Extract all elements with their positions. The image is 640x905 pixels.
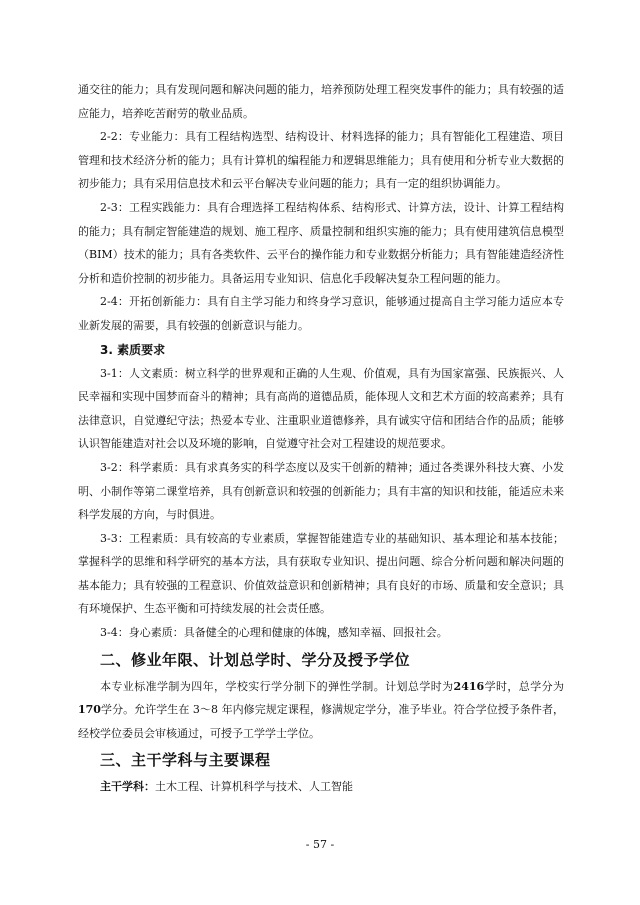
para-3-4: 3-4：身心素质：具备健全的心理和健康的体魄，感知幸福、回报社会。: [100, 626, 448, 640]
para-2-3: 2-3：工程实践能力：具有合理选择工程结构体系、结构形式、计算方法，设计、计算工程结构的能力；具有制定智能建造的规划、施工程序、质量控制和组织实施的能力；具有使用建筑信息模型（BIM）技术的能力；具有各类软件、云平台的操作能力和专业数据分析能力；具有智能建造经济性分析和造价控制的初步能力。具备运用专业知识、信息化手段解决复杂工程问题的能力。: [78, 200, 564, 285]
para-main-disciplines: [78, 775, 564, 799]
para-3-2: 3-2：科学素质：具有求真务实的科学态度以及实干创新的精神；通过各类课外科技大赛、小发明、小制作等第二课堂培养，具有创新意识和较强的创新能力；具有丰富的知识和技能，能适应未来科学发展的方向，与时俱进。: [78, 460, 564, 522]
para-2-2: 2-2：专业能力：具有工程结构选型、结构设计、材料选择的能力；具有智能化工程建造、项目管理和技术经济分析的能力；具有计算机的编程能力和逻辑思维能力；具有使用和分析专业大数据的初步能力；具有采用信息技术和云平台解决专业问题的能力；具有一定的组织协调能力。: [78, 130, 564, 191]
intro-continuation: 通交往的能力；具有发现问题和解决问题的能力，培养预防处理工程突发事件的能力；具有较强的适应能力，培养吃苦耐劳的敬业品质。: [78, 83, 564, 120]
para-2-4: 2-4：开拓创新能力：具有自主学习能力和终身学习意识，能够通过提高自主学习能力适应本专业新发展的需要，具有较强的创新意识与能力。: [78, 295, 564, 332]
duration-text-b: 学时，总学分为: [484, 679, 565, 693]
section-heading-disciplines: 三、主干学科与主要课程: [100, 751, 271, 770]
page-content: [78, 78, 564, 799]
page-number: - 57 -: [305, 838, 335, 851]
duration-text-a: 本专业标准学制为四年，学校实行学分制下的弹性学制。计划总学时为: [100, 679, 454, 693]
para-duration: [78, 675, 564, 746]
para-3-3: 3-3：工程素质：具有较高的专业素质，掌握智能建造专业的基础知识、基本理论和基本技能；掌握科学的思维和科学研究的基本方法，具有获取专业知识、提出问题、综合分析问题和解决问题的基本能力；具有较强的工程意识、价值效益意识和创新精神；具有良好的市场、质量和安全意识；具有环境保护、生态平衡和可持续发展的社会责任感。: [78, 531, 564, 616]
total-hours: 2416: [453, 679, 485, 693]
total-credits: 170: [78, 703, 101, 717]
main-disciplines-label: 主干学科：: [100, 780, 155, 794]
duration-text-c: 学分。允许学生在 3～8 年内修完规定课程，修满规定学分，准予毕业。符合学位授予条件者，经校学位委员会审核通过，可授予工学学士学位。: [78, 703, 564, 740]
heading-quality-requirements: 3. 素质要求: [100, 342, 166, 357]
section-heading-duration: 二、修业年限、计划总学时、学分及授予学位: [100, 650, 411, 669]
main-disciplines-value: 土木工程、计算机科学与技术、人工智能: [155, 780, 353, 794]
para-3-1: 3-1：人文素质：树立科学的世界观和正确的人生观、价值观，具有为国家富强、民族振兴、人民幸福和实现中国梦而奋斗的精神；具有高尚的道德品质，能体现人文和艺术方面的较高素养；具有法律意识，自觉遵纪守法；热爱本专业、注重职业道德修养，具有诚实守信和团结合作的品质；能够认识智能建造对社会以及环境的影响，自觉遵守社会对工程建设的规范要求。: [78, 366, 564, 451]
